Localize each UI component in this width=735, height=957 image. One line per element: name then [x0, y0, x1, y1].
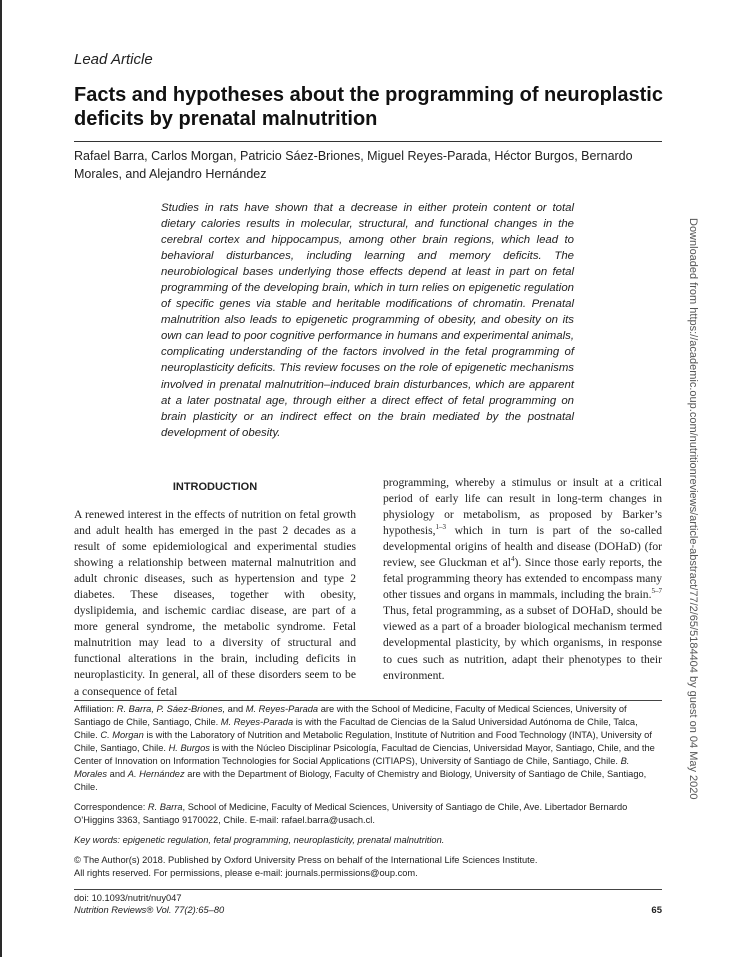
intro-text: Thus, fetal programming, as a subset of DOHaD, should be viewed as a part of a broader biological mechanism termed developmental plasticity, by which organisms, in response to cues such as nutrition, adapt their phenotypes to their environment.: [383, 604, 662, 682]
citation-ref[interactable]: 5–7: [651, 587, 662, 596]
intro-text: programming, whereby a stimulus or insult at a critical period of early life can result in long-term changes in physiology or metabolism, as proposed by Barker’s hypothesis,: [383, 476, 662, 538]
copyright-line: All rights reserved. For permissions, please e-mail: journals.permissions@oup.com.: [74, 868, 418, 878]
section-heading-introduction: INTRODUCTION: [172, 481, 258, 493]
keywords-note: Key words: epigenetic regulation, fetal programming, neuroplasticity, prenatal malnutrition.: [74, 835, 445, 845]
download-sidebar-link[interactable]: Downloaded from https://academic.oup.com/nutritionreviews/article-abstract/77/2/65/5184404 by guest on 04 May 2020: [687, 218, 699, 800]
citation-ref[interactable]: 1–3: [435, 523, 446, 532]
affiliation-note: [74, 703, 662, 794]
affiliation-text: are with the Department of Biology, Faculty of Chemistry and Biology, University of Santiago de Chile, Santiago, Chile.: [74, 769, 647, 792]
page-number: 65: [651, 905, 662, 916]
intro-text: which in turn is part of the so-called developmental origins of health and disease (DOHaD) (for review, see Gluckman et al: [383, 524, 662, 570]
affiliation-text: is with the Laboratory of Nutrition and Metabolic Regulation, Institute of Nutrition and Food Technology (INTA), University of Chile, Santiago, Chile.: [74, 730, 652, 753]
journal-citation: Nutrition Reviews® Vol. 77(2):65–80: [74, 905, 225, 915]
article-type-label: Lead Article: [74, 51, 153, 68]
affiliation-text: and: [225, 704, 246, 714]
correspondence-note: [74, 801, 662, 827]
author-list: Rafael Barra, Carlos Morgan, Patricio Sáez-Briones, Miguel Reyes-Parada, Héctor Burgos, Bernardo Morales, and Alejandro Hernández: [74, 149, 633, 181]
footnote-divider: [74, 700, 662, 701]
author-name: H. Burgos: [168, 743, 210, 753]
affiliation-text: are with the School of Medicine, Faculty of Medical Sciences, University of Santiago de Chile, Santiago, Chile.: [74, 704, 627, 727]
footer-divider: [74, 889, 662, 890]
citation-ref[interactable]: 4: [510, 555, 515, 564]
copyright-note: [74, 854, 662, 880]
author-name: R. Barra, P. Sáez-Briones,: [116, 704, 226, 714]
affiliation-text: is with the Facultad de Ciencias de la Salud Universidad Autónoma de Chile, Talca, Chile.: [74, 717, 638, 740]
author-name: R. Barra: [147, 802, 183, 812]
intro-column-left: A renewed interest in the effects of nutrition on fetal growth and adult health has emerged in the past 2 decades as a result of some epidemiological and experimental studies showing a relationship between maternal malnutrition and adult chronic diseases, such as hypertension and type 2 diabetes. These diseases, together with obesity, dyslipidemia, and ischemic cardiac disease, are part of a more general syndrome, the metabolic syndrome. Fetal malnutrition may lead to a diversity of structural and functional alterations in the brain, including deficits in neuroplasticity. In general, all of these disorders seem to be a consequence of fetal: [74, 508, 356, 698]
intro-text: ). Since those early reports, the fetal programming theory has extended to encompass many other tissues and organs in mammals, including the brain.: [383, 556, 662, 602]
author-name: A. Hernández: [127, 769, 185, 779]
author-name: B. Morales: [74, 756, 630, 779]
affiliation-text: and: [107, 769, 128, 779]
abstract: Studies in rats have shown that a decrease in either protein content or total dietary calories results in molecular, structural, and functional changes in the cerebral cortex and hippocampus, among other brain regions, which lead to behavioral disturbances, including learning and memory deficits. The neurobiological bases underlying those effects depend at least in part on fetal programming of the developing brain, which in turn relies on epigenetic regulation of specific genes via stable and heritable modifications of chromatin. Prenatal malnutrition also leads to epigenetic programming of obesity, and obesity on its own can lead to poor cognitive performance in humans and experimental animals, complicating understanding of the factors involved in the fetal programming of neuroplasticity deficits. This review focuses on the role of epigenetic mechanisms involved in prenatal malnutrition–induced brain disturbances, which are apparent at a later postnatal age, through either a direct effect of fetal programming on brain plasticity or an indirect effect on the brain mediated by the postnatal development of obesity.: [161, 202, 574, 439]
copyright-line: © The Author(s) 2018. Published by Oxford University Press on behalf of the International Life Sciences Institute.: [74, 855, 538, 865]
author-name: M. Reyes-Parada: [245, 704, 319, 714]
correspondence-text: , School of Medicine, Faculty of Medical Sciences, University of Santiago de Chile, Ave. Libertador Bernardo O’Higgins 3363, Santiago 9170022, Chile. E-mail: rafael.barra@usach.cl.: [74, 802, 628, 825]
doi-link[interactable]: doi: 10.1093/nutrit/nuy047: [74, 893, 182, 903]
author-name: M. Reyes-Parada: [220, 717, 294, 727]
affiliation-label: Affiliation:: [74, 704, 115, 714]
title-divider: [74, 141, 662, 142]
author-name: C. Morgan: [100, 730, 144, 740]
article-title: Facts and hypotheses about the programming of neuroplastic deficits by prenatal malnutrition: [74, 84, 663, 130]
page-left-border: [0, 0, 2, 957]
correspondence-label: Correspondence:: [74, 802, 146, 812]
affiliation-text: is with the Núcleo Disciplinar Psicología, Facultad de Ciencias, Universidad Mayor, Santiago, Chile, and the Center of Innovation on Information Technologies for Social Applications (CITIAPS), University of Santiago de Chile, Santiago, Chile.: [74, 743, 655, 766]
intro-column-right: [383, 475, 662, 684]
